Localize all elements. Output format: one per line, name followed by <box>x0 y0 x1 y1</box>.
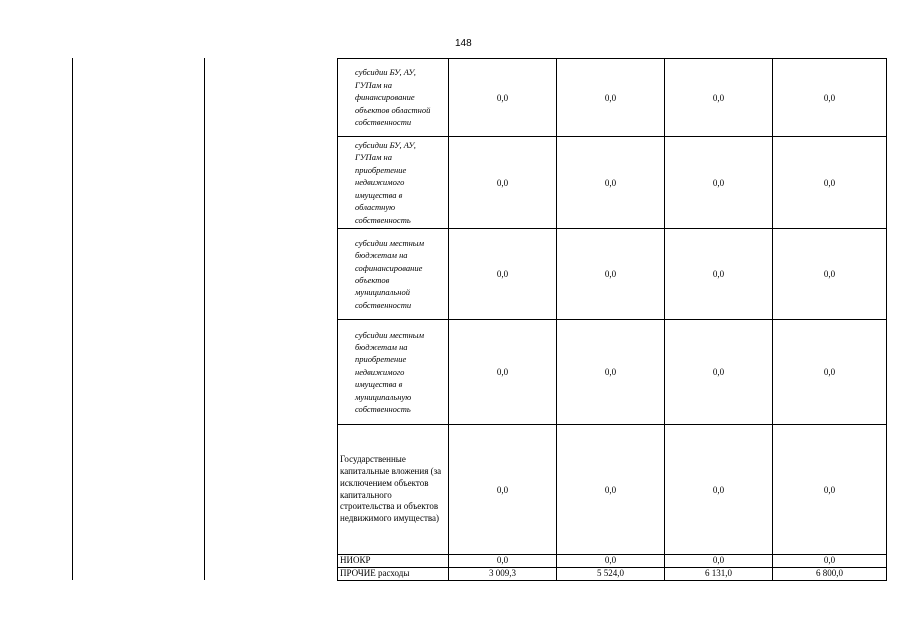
row-label: ПРОЧИЕ расходы <box>338 567 449 580</box>
value-cell: 0,0 <box>557 320 665 425</box>
value-cell: 3 009,3 <box>449 567 557 580</box>
row-label: субсидии местным бюджетам на софинансирование объектов муниципальной собственности <box>338 229 449 320</box>
value-cell: 0,0 <box>665 555 773 568</box>
table-row <box>338 59 887 137</box>
value-cell: 0,0 <box>557 425 665 555</box>
row-label: субсидии БУ, АУ, ГУПам на приобретение недвижимого имущества в областную собственность <box>338 137 449 229</box>
value-cell: 0,0 <box>773 137 887 229</box>
value-cell: 0,0 <box>557 229 665 320</box>
value-cell: 0,0 <box>665 137 773 229</box>
left-column-border <box>204 58 205 580</box>
left-column-border <box>72 58 73 580</box>
table-row <box>338 320 887 425</box>
value-cell: 0,0 <box>557 59 665 137</box>
value-cell: 0,0 <box>449 320 557 425</box>
page-number: 148 <box>455 38 472 49</box>
value-cell: 0,0 <box>773 425 887 555</box>
table-row <box>338 137 887 229</box>
value-cell: 0,0 <box>665 59 773 137</box>
value-cell: 6 800,0 <box>773 567 887 580</box>
row-label: субсидии БУ, АУ, ГУПам на финансирование объектов областной собственности <box>338 59 449 137</box>
value-cell: 0,0 <box>449 425 557 555</box>
value-cell: 0,0 <box>773 320 887 425</box>
value-cell: 0,0 <box>557 137 665 229</box>
value-cell: 0,0 <box>449 555 557 568</box>
row-label: НИОКР <box>338 555 449 568</box>
expenditure-table <box>337 58 887 581</box>
value-cell: 0,0 <box>449 229 557 320</box>
value-cell: 0,0 <box>773 555 887 568</box>
row-label: субсидии местным бюджетам на приобретение недвижимого имущества в муниципальную собственность <box>338 320 449 425</box>
value-cell: 0,0 <box>449 137 557 229</box>
value-cell: 5 524,0 <box>557 567 665 580</box>
value-cell: 6 131,0 <box>665 567 773 580</box>
table-row <box>338 567 887 580</box>
table-row <box>338 425 887 555</box>
value-cell: 0,0 <box>665 425 773 555</box>
table-row <box>338 555 887 568</box>
value-cell: 0,0 <box>665 320 773 425</box>
row-label: Государственные капитальные вложения (за исключением объектов капитального строительства и объектов недвижимого имущества) <box>338 425 449 555</box>
value-cell: 0,0 <box>773 59 887 137</box>
table-row <box>338 229 887 320</box>
value-cell: 0,0 <box>665 229 773 320</box>
value-cell: 0,0 <box>557 555 665 568</box>
value-cell: 0,0 <box>773 229 887 320</box>
value-cell: 0,0 <box>449 59 557 137</box>
